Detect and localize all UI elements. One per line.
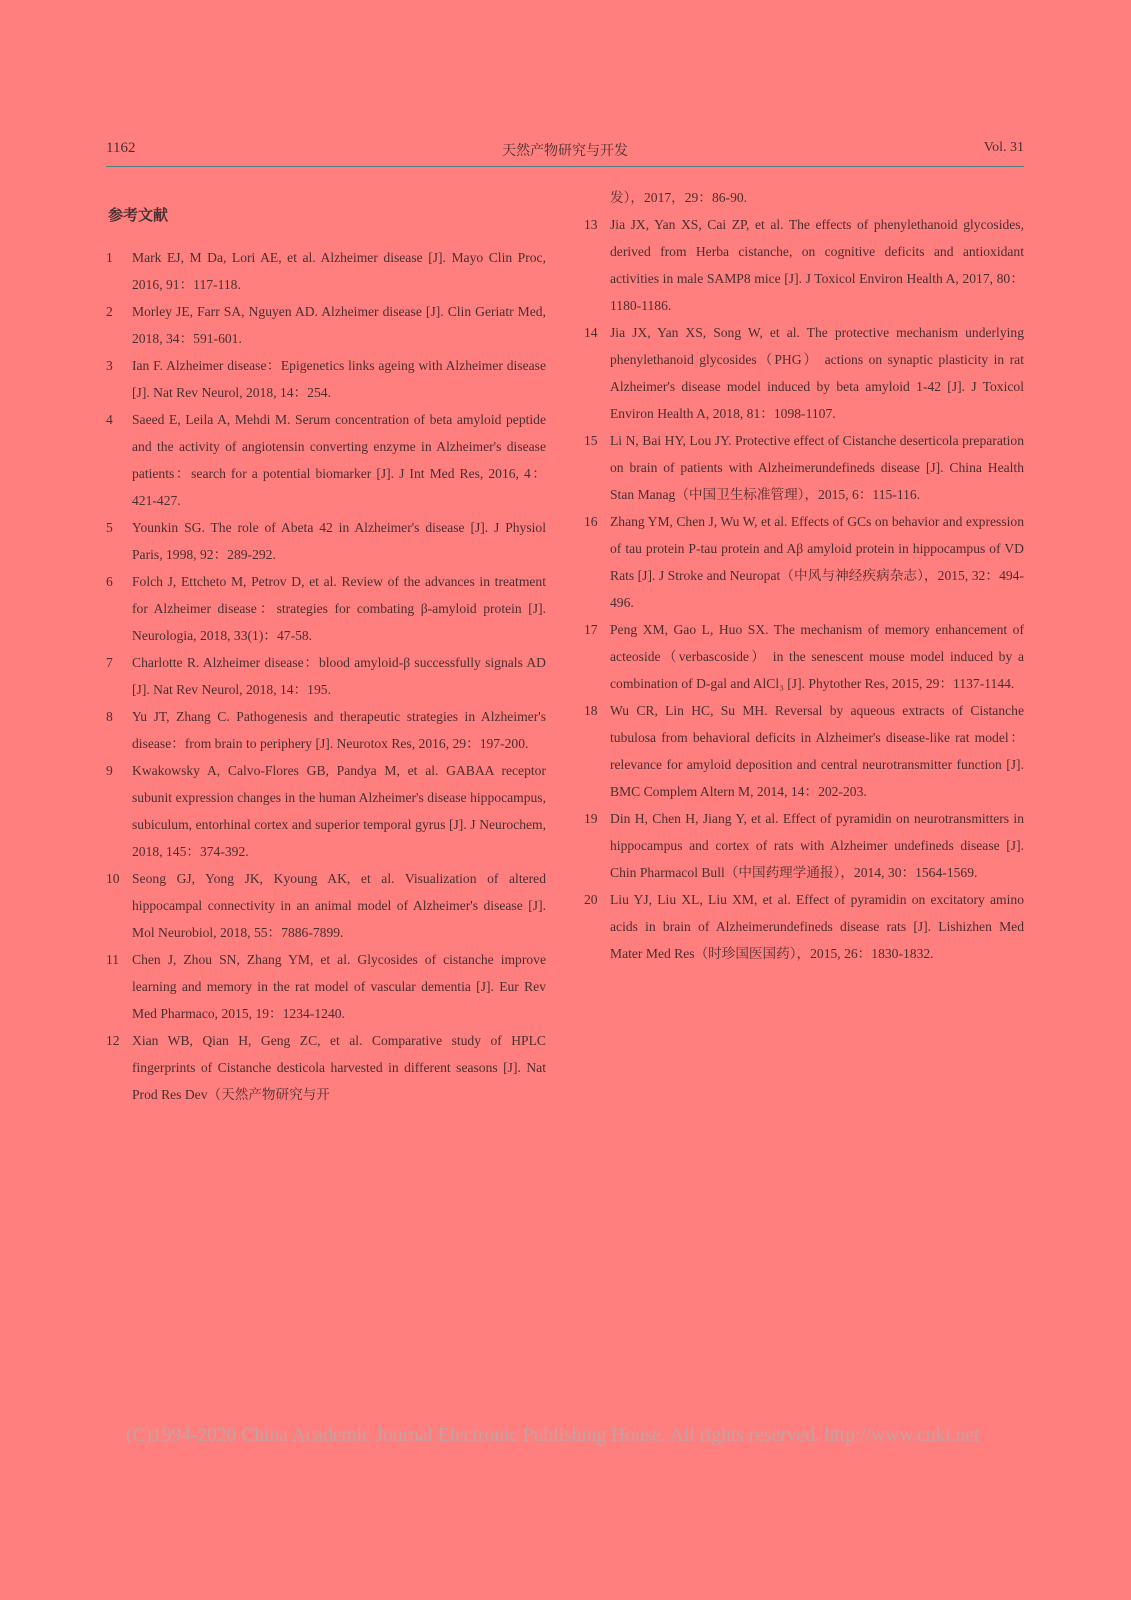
reference-text: Li N, Bai HY, Lou JY. Protective effect of Cistanche deserticola preparation on brain of patients with Alzheimerundefineds disease [J]. China Health Stan Manag（中国卫生标准管理），2015, 6：115-116.: [610, 433, 1024, 502]
reference-text: Liu YJ, Liu XL, Liu XM, et al. Effect of pyramidin on excitatory amino acids in brain of Alzheimerundefineds disease rats [J]. Lishizhen Med Mater Med Res（时珍国医国药），2015, 26：1830-1832.: [610, 892, 1024, 961]
reference-item: [106, 406, 546, 514]
reference-item: [106, 649, 546, 703]
reference-number: 12: [106, 1033, 120, 1048]
reference-text: Folch J, Ettcheto M, Petrov D, et al. Review of the advances in treatment for Alzheimer disease：strategies for combating β-amyloid protein [J]. Neurologia, 2018, 33(1)：47-58.: [132, 574, 546, 643]
reference-item: [106, 757, 546, 865]
copyright-watermark: (C)1994-2020 China Academic Journal Electronic Publishing House. All rights reserved. http://www.cnki.net: [126, 1425, 980, 1446]
reference-item: [106, 352, 546, 406]
reference-item: [106, 703, 546, 757]
reference-text: Younkin SG. The role of Abeta 42 in Alzheimer's disease [J]. J Physiol Paris, 1998, 92：289-292.: [132, 520, 546, 562]
reference-number: 5: [106, 520, 113, 535]
reference-item: [106, 865, 546, 946]
journal-title: 天然产物研究与开发: [502, 143, 628, 159]
reference-text: Morley JE, Farr SA, Nguyen AD. Alzheimer disease [J]. Clin Geriatr Med, 2018, 34：591-601.: [132, 304, 546, 346]
reference-text: Saeed E, Leila A, Mehdi M. Serum concentration of beta amyloid peptide and the activity of angiotensin converting enzyme in Alzheimer's disease patients：search for a potential biomarker [J]. J Int Med Res, 2016, 4：421-427.: [132, 412, 546, 508]
reference-number: 9: [106, 763, 113, 778]
reference-item: [584, 508, 1024, 616]
reference-number: 1: [106, 250, 113, 265]
reference-number: 6: [106, 574, 113, 589]
reference-number: 2: [106, 304, 113, 319]
reference-item: [106, 244, 546, 298]
reference-item: [584, 427, 1024, 508]
reference-item: [584, 886, 1024, 967]
references-heading: 参考文献: [108, 206, 169, 224]
reference-text: Ian F. Alzheimer disease：Epigenetics links ageing with Alzheimer disease [J]. Nat Rev Neurol, 2018, 14：254.: [132, 358, 546, 400]
reference-number: 3: [106, 358, 113, 373]
reference-text: Wu CR, Lin HC, Su MH. Reversal by aqueous extracts of Cistanche tubulosa from behavioral deficits in Alzheimer's disease-like rat model：relevance for amyloid deposition and central neurotransmitter function [J]. BMC Complem Altern M, 2014, 14：202-203.: [610, 703, 1024, 799]
reference-number: 20: [584, 892, 598, 907]
reference-item: [584, 319, 1024, 427]
reference-item: [584, 211, 1024, 319]
reference-item: [584, 697, 1024, 805]
references-left-column: [106, 244, 546, 1108]
reference-item: [106, 514, 546, 568]
page-header: [106, 136, 1024, 167]
reference-text: Chen J, Zhou SN, Zhang YM, et al. Glycosides of cistanche improve learning and memory in the rat model of vascular dementia [J]. Eur Rev Med Pharmaco, 2015, 19：1234-1240.: [132, 952, 546, 1021]
reference-number: 10: [106, 871, 120, 886]
volume-label: Vol. 31: [983, 140, 1024, 155]
reference-text: Mark EJ, M Da, Lori AE, et al. Alzheimer disease [J]. Mayo Clin Proc, 2016, 91：117-118.: [132, 250, 546, 292]
reference-number: 7: [106, 655, 113, 670]
references-right-column: [584, 184, 1024, 967]
reference-number: 11: [106, 952, 120, 967]
reference-text: Xian WB, Qian H, Geng ZC, et al. Comparative study of HPLC fingerprints of Cistanche desticola harvested in different seasons [J]. Nat Prod Res Dev（天然产物研究与开: [132, 1033, 546, 1102]
reference-text: Kwakowsky A, Calvo-Flores GB, Pandya M, et al. GABAA receptor subunit expression changes in the human Alzheimer's disease hippocampus, subiculum, entorhinal cortex and superior temporal gyrus [J]. J Neurochem, 2018, 145：374-392.: [132, 763, 546, 859]
reference-number: 14: [584, 325, 598, 340]
reference-text: Zhang YM, Chen J, Wu W, et al. Effects of GCs on behavior and expression of tau protein P-tau protein and Aβ amyloid protein in hippocampus of VD Rats [J]. J Stroke and Neuropat（中风与神经疾病杂志），2015, 32：494-496.: [610, 514, 1024, 610]
reference-item: [106, 946, 546, 1027]
reference-number: 19: [584, 811, 598, 826]
page-number: 1162: [106, 140, 136, 156]
reference-continuation: 发），2017，29：86-90.: [610, 190, 748, 205]
reference-text: Yu JT, Zhang C. Pathogenesis and therapeutic strategies in Alzheimer's disease：from brain to periphery [J]. Neurotox Res, 2016, 29：197-200.: [132, 709, 546, 751]
reference-text: Charlotte R. Alzheimer disease：blood amyloid-β successfully signals AD [J]. Nat Rev Neurol, 2018, 14：195.: [132, 655, 546, 697]
reference-item: [584, 805, 1024, 886]
reference-item: [106, 298, 546, 352]
reference-text: Jia JX, Yan XS, Song W, et al. The protective mechanism underlying phenylethanoid glycosides（PHG） actions on synaptic plasticity in rat Alzheimer's disease model induced by beta amyloid 1-42 [J]. J Toxicol Environ Health A, 2018, 81：1098-1107.: [610, 325, 1024, 421]
reference-number: 16: [584, 514, 598, 529]
reference-number: 13: [584, 217, 598, 232]
reference-number: 4: [106, 412, 113, 427]
reference-number: 17: [584, 622, 598, 637]
reference-number: 18: [584, 703, 598, 718]
reference-number: 15: [584, 433, 598, 448]
reference-text: Din H, Chen H, Jiang Y, et al. Effect of pyramidin on neurotransmitters in hippocampus and cortex of rats with Alzheimer undefineds disease [J]. Chin Pharmacol Bull（中国药理学通报），2014, 30：1564-1569.: [610, 811, 1024, 880]
reference-item: [584, 616, 1024, 697]
reference-item: [106, 568, 546, 649]
reference-text: Seong GJ, Yong JK, Kyoung AK, et al. Visualization of altered hippocampal connectivity in an animal model of Alzheimer's disease [J]. Mol Neurobiol, 2018, 55：7886-7899.: [132, 871, 546, 940]
reference-text: Jia JX, Yan XS, Cai ZP, et al. The effects of phenylethanoid glycosides, derived from Herba cistanche, on cognitive deficits and antioxidant activities in male SAMP8 mice [J]. J Toxicol Environ Health A, 2017, 80：1180-1186.: [610, 217, 1024, 313]
reference-number: 8: [106, 709, 113, 724]
reference-text: Peng XM, Gao L, Huo SX. The mechanism of memory enhancement of acteoside（verbascoside） in the senescent mouse model induced by a combination of D-gal and AlCl₃ [J]. Phytother Res, 2015, 29：1137-1144.: [610, 622, 1024, 691]
reference-item: [106, 1027, 546, 1108]
